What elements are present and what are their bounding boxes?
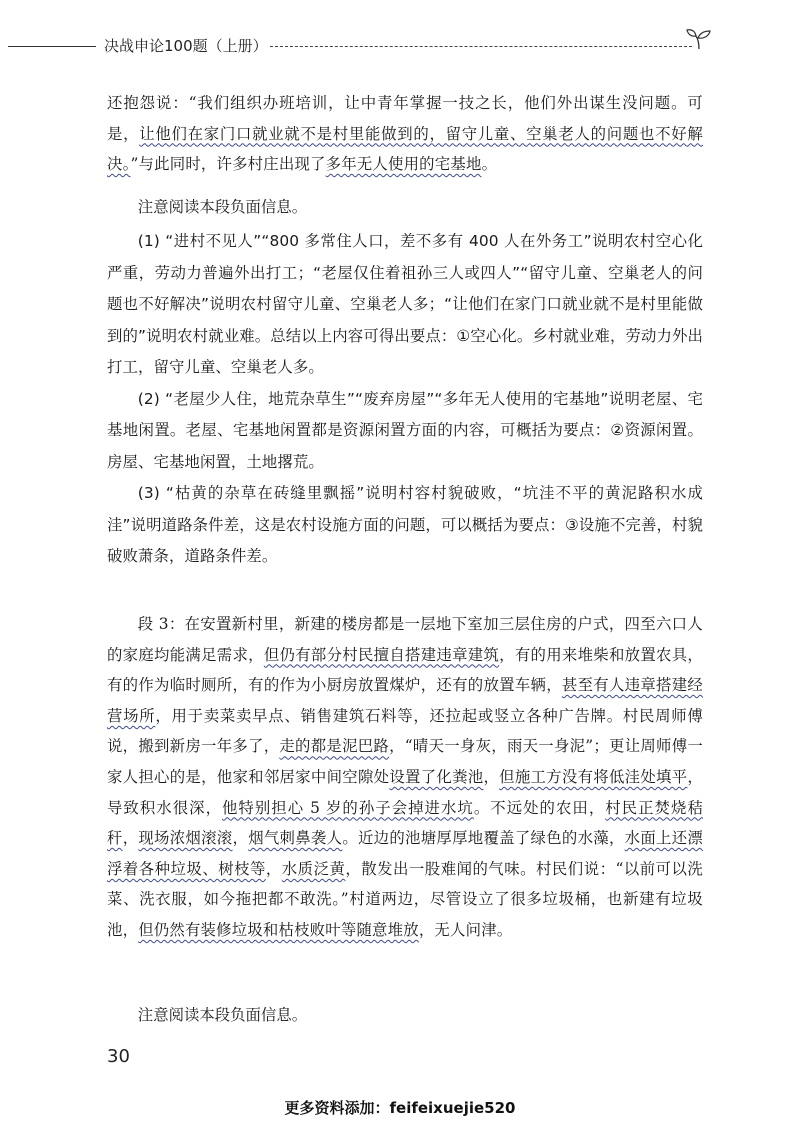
underlined-phrase: 水质泛黄 <box>281 859 346 878</box>
underlined-phrase: 设置了化粪池 <box>389 767 484 786</box>
analysis-point-2: (2) “老屋少人住，地荒杂草生”“废弃房屋”“多年无人使用的宅基地”说明老屋、宅基地闲置。老屋、宅基地闲置都是资源闲置方面的内容，可概括为要点：②资源闲置。房屋、宅基地闲置，土地撂荒。 <box>107 389 703 471</box>
section-3-block <box>107 609 703 946</box>
underlined-phrase: 现场浓烟滚滚 <box>138 829 233 848</box>
underlined-phrase: 多年无人使用的宅基地 <box>325 155 482 174</box>
underlined-phrase: 但仍然有装修垃圾和枯枝败叶等随意堆放 <box>138 920 419 939</box>
text-span: ，导致积水很深， <box>107 767 703 817</box>
text-span: 。近边的池塘厚厚地覆盖了绿色的水藻， <box>342 829 625 848</box>
text-span: ，无人问津。 <box>418 920 513 939</box>
analysis-block <box>107 226 703 573</box>
text-span: ， <box>122 829 139 848</box>
text-span: 。不远处的农田， <box>473 798 606 817</box>
underlined-phrase: 甚至有人违章搭建经营场所 <box>107 676 703 725</box>
text-span: ，用于卖菜卖早点、销售建筑石料等，还拉起或竖立各种广告牌。村民周师傅说，搬到新房一年多了， <box>107 706 703 756</box>
note-2: 注意阅读本段负面信息。 <box>137 1006 308 1024</box>
header-rule-right <box>270 46 692 47</box>
underlined-phrase: 他特别担心 5 岁的孙子会掉进水坑 <box>222 798 474 817</box>
page-number: 30 <box>107 1046 130 1067</box>
text-span: ， <box>483 767 500 786</box>
analysis-point-3: (3) “枯黄的杂草在砖缝里飘摇”说明村容村貌破败，“坑洼不平的黄泥路积水成洼”说明道路条件差，这是农村设施方面的问题，可以概括为要点：③设施不完善，村貌破败萧条，道路条件差。 <box>107 484 703 565</box>
text-span: ， <box>232 829 249 848</box>
footer-promo: 更多资料添加：feifeixuejie520 <box>284 1099 516 1117</box>
analysis-point-1: (1) “进村不见人”“800 多常住人口，差不多有 400 人在外务工”说明农村空心化严重，劳动力普遍外出打工；“老屋仅住着祖孙三人或四人”“留守儿童、空巢老人的问题也不好解决”说明农村留守儿童、空巢老人多；“让他们在家门口就业就不是村里能做到的”说明农村就业难。总结以上内容可得出要点：①空心化。乡村就业难，劳动力外出打工，留守儿童、空巢老人多。 <box>107 232 703 376</box>
text-span: 还抱怨说：“我们组织办班培训，让中青年掌握一技之长，他们外出谋生没问题。可是， <box>107 94 703 143</box>
underlined-phrase: 让他们在家门口就业就不是村里能做到的，留守儿童、空巢老人的问题也不好解决。 <box>107 124 703 174</box>
text-span: ，有的用来堆柴和放置农具，有的作为临时厕所，有的作为小厨房放置煤炉，还有的放置车辆， <box>107 645 703 695</box>
header-rule-left <box>8 46 96 47</box>
text-span: 段 3：在安置新村里，新建的楼房都是一层地下室加三层住房的户式，四至六口人的家庭均能满足需求， <box>107 615 703 664</box>
underlined-phrase: 烟气刺鼻袭人 <box>248 829 343 848</box>
text-span: 。 <box>481 155 498 174</box>
sprout-icon <box>686 28 712 50</box>
underlined-phrase: 村民正焚烧秸秆 <box>107 798 703 848</box>
prev-paragraph-text <box>107 88 703 180</box>
underlined-phrase: 水面上还漂浮着各种垃圾、树枝等 <box>107 829 703 878</box>
book-title: 决战申论100题（上册） <box>104 37 268 55</box>
underlined-phrase: 但仍有部分村民擅自搭建违章建筑 <box>263 645 500 664</box>
text-span: ，散发出一股难闻的气味。村民们说：“以前可以洗菜、洗衣服，如今拖把都不敢洗。”村道两边，尽管设立了很多垃圾桶，也新建有垃圾池， <box>107 859 703 939</box>
section-3-text <box>107 609 703 946</box>
prev-paragraph-block <box>107 88 703 180</box>
page-header <box>8 34 708 58</box>
underlined-phrase: 走的都是泥巴路 <box>279 737 390 756</box>
text-span: ，“晴天一身灰，雨天一身泥”；更让周师傅一家人担心的是，他家和邻居家中间空隙处 <box>107 737 703 786</box>
underlined-phrase: 但施工方没有将低洼处填平 <box>499 767 688 786</box>
text-span: ， <box>265 859 282 878</box>
text-span: ”与此同时，许多村庄出现了 <box>130 155 326 174</box>
note-1: 注意阅读本段负面信息。 <box>137 198 308 216</box>
